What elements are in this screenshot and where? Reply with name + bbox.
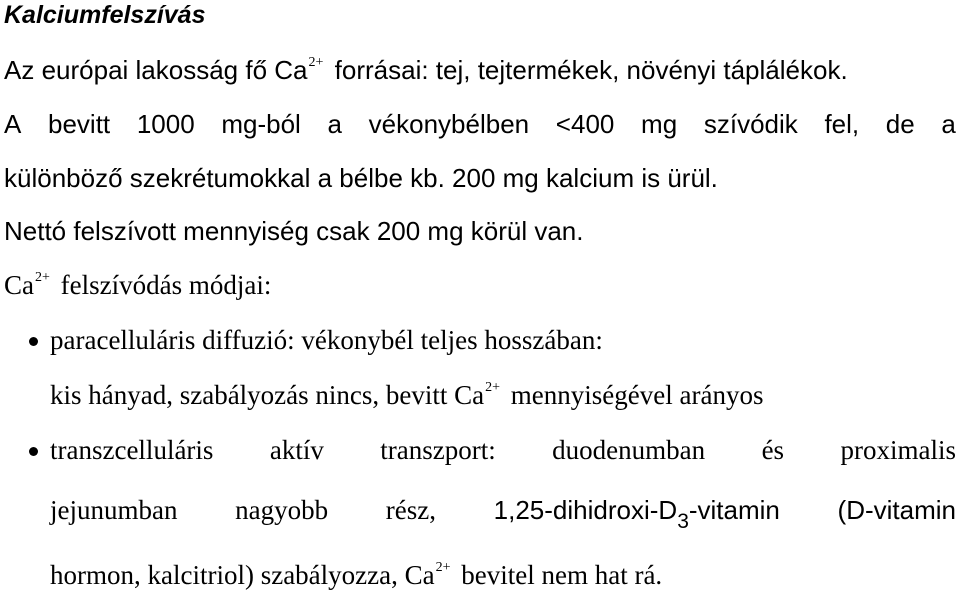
bullet-paracellular-line1: paracelluláris diffuzió: vékonybél teljes hosszában: xyxy=(50,325,603,355)
word: duodenumban xyxy=(552,435,706,465)
word: rész, xyxy=(385,495,436,525)
word: bevitt xyxy=(48,109,111,139)
word: transzcelluláris xyxy=(50,435,214,465)
paragraph-net-absorption: Nettó felszívott mennyiség csak 200 mg körül van. xyxy=(4,216,584,246)
paragraph-intake-line xyxy=(4,109,956,139)
word: (D-vitamin xyxy=(837,495,956,525)
sources-text-start: Az európai lakosság fő Ca xyxy=(4,55,308,85)
hormon-text-start: hormon, kalcitriol) szabályozza, Ca xyxy=(50,560,435,590)
bullet-dot xyxy=(29,337,38,346)
word: mg-ból xyxy=(221,109,301,139)
word: szívódik xyxy=(703,109,798,139)
bullet-dot xyxy=(29,447,38,456)
word: A xyxy=(4,109,22,139)
bullet-transcellular-line1 xyxy=(50,435,956,465)
word: nagyobb xyxy=(235,495,329,525)
bullet-transcellular-line3 xyxy=(50,560,662,590)
calcium-symbol: Ca xyxy=(4,270,34,300)
word: mg xyxy=(641,109,678,139)
word: vékonybélben xyxy=(368,109,530,139)
bullet-transcellular-line2 xyxy=(50,495,956,533)
hormon-text-end: bevitel nem hat rá. xyxy=(454,560,663,590)
word: a xyxy=(941,109,956,139)
paragraph-secretion-line: különböző szekrétumokkal a bélbe kb. 200 mg kalcium is ürül. xyxy=(4,163,718,193)
bullet-paracellular-line2 xyxy=(50,380,763,410)
word: 1000 xyxy=(136,109,195,139)
ion-charge-superscript: 2+ xyxy=(435,560,451,575)
modes-label: felszívódás módjai: xyxy=(53,270,272,300)
sources-text-end: forrásai: tej, tejtermékek, növényi táplálékok. xyxy=(327,55,848,85)
document-title: Kalciumfelszívás xyxy=(4,1,206,29)
ion-charge-superscript: 2+ xyxy=(485,380,501,395)
paracellular-text-end: mennyiségével arányos xyxy=(504,380,764,410)
paragraph-calcium-sources xyxy=(4,55,848,85)
vitamin-d-term xyxy=(493,495,780,533)
word: transzport: xyxy=(380,435,496,465)
paracellular-text-start: kis hányad, szabályozás nincs, bevitt Ca xyxy=(50,380,485,410)
vitamin-d-prefix: 1,25-dihidroxi-D xyxy=(493,495,678,525)
word: proximalis xyxy=(840,435,956,465)
vitamin-d-suffix: -vitamin xyxy=(688,495,780,525)
absorption-modes-heading xyxy=(4,270,271,300)
ion-charge-superscript: 2+ xyxy=(308,55,324,70)
word: jejunumban xyxy=(50,495,178,525)
word: de xyxy=(885,109,915,139)
word: a xyxy=(327,109,342,139)
ion-charge-superscript: 2+ xyxy=(35,270,50,285)
word: <400 xyxy=(555,109,615,139)
vitamin-subscript: 3 xyxy=(677,510,689,533)
word: fel, xyxy=(824,109,860,139)
word: és xyxy=(761,435,785,465)
word: aktív xyxy=(269,435,324,465)
